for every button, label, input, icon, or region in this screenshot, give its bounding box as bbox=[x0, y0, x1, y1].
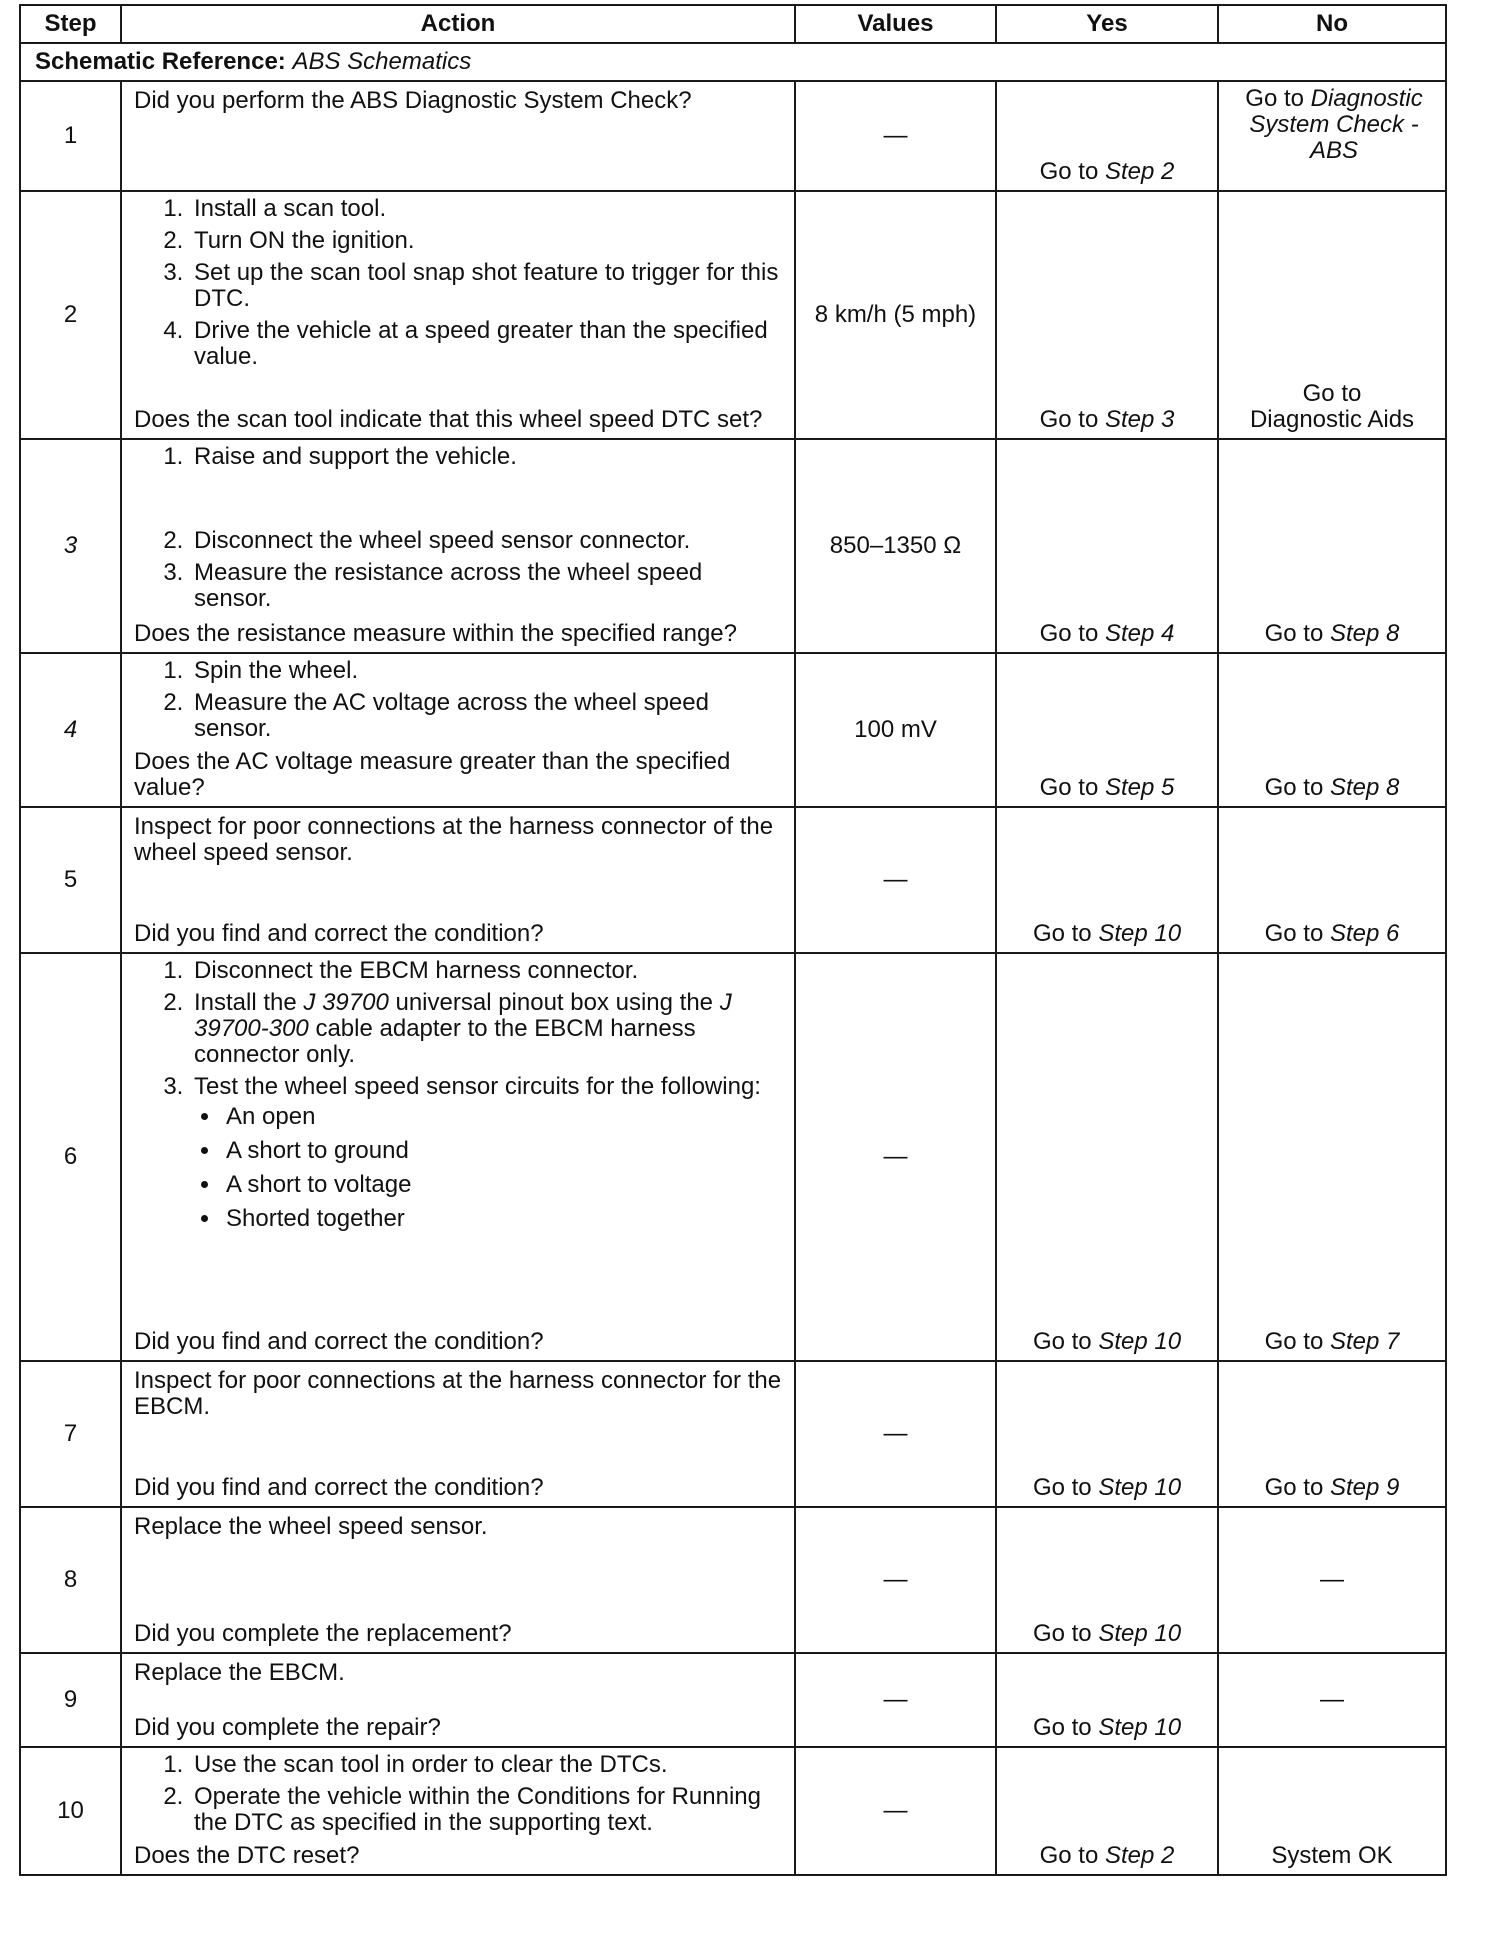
yes-link[interactable]: Step 2 bbox=[1104, 1842, 1175, 1869]
no-link[interactable]: Diagnostic Aids bbox=[1249, 406, 1415, 433]
action-cell bbox=[121, 81, 795, 191]
table-row bbox=[20, 81, 1446, 191]
action-cell bbox=[121, 953, 795, 1361]
yes-cell bbox=[996, 1747, 1218, 1875]
step-number-text: 4 bbox=[63, 716, 78, 743]
action-step: 1. Use the scan tool in order to clear the DTCs. bbox=[190, 1752, 784, 1778]
action-step bbox=[190, 990, 784, 1068]
step-number bbox=[20, 439, 121, 653]
go-to-label: Go to bbox=[1032, 920, 1092, 947]
header-action: Action bbox=[121, 5, 795, 43]
go-to-label: Go to bbox=[1039, 158, 1099, 185]
action-question: Does the DTC reset? bbox=[134, 1842, 360, 1869]
header-values: Values bbox=[795, 5, 996, 43]
step-number: 7 bbox=[20, 1361, 121, 1507]
no-link[interactable]: Step 7 bbox=[1329, 1328, 1400, 1355]
no-link[interactable]: Step 8 bbox=[1329, 620, 1400, 647]
action-question: Did you find and correct the condition? bbox=[134, 1328, 544, 1355]
bullet-item: • An open bbox=[222, 1104, 784, 1130]
table-row bbox=[20, 1747, 1446, 1875]
action-text: Install the bbox=[194, 989, 297, 1016]
table-row bbox=[20, 1507, 1446, 1653]
go-to-label: Go to bbox=[1302, 380, 1362, 407]
action-cell bbox=[121, 439, 795, 653]
no-cell bbox=[1218, 439, 1446, 653]
step-number-text: 3 bbox=[63, 532, 78, 559]
yes-link[interactable]: Step 3 bbox=[1104, 406, 1175, 433]
yes-cell bbox=[996, 807, 1218, 953]
value-cell: 8 km/h (5 mph) bbox=[795, 191, 996, 439]
action-step: 4. Drive the vehicle at a speed greater than the specified value. bbox=[190, 318, 784, 370]
value-cell: — bbox=[795, 807, 996, 953]
yes-link[interactable]: Step 10 bbox=[1098, 1620, 1182, 1647]
action-step: 2. Operate the vehicle within the Conditions for Running the DTC as specified in the supporting text. bbox=[190, 1784, 784, 1836]
yes-link[interactable]: Step 10 bbox=[1098, 920, 1182, 947]
step-number: 6 bbox=[20, 953, 121, 1361]
value-cell: 100 mV bbox=[795, 653, 996, 807]
yes-cell bbox=[996, 1361, 1218, 1507]
action-cell bbox=[121, 191, 795, 439]
yes-cell bbox=[996, 439, 1218, 653]
step-number: 8 bbox=[20, 1507, 121, 1653]
yes-cell bbox=[996, 81, 1218, 191]
yes-link[interactable]: Step 4 bbox=[1104, 620, 1175, 647]
table-row bbox=[20, 439, 1446, 653]
step-number bbox=[20, 653, 121, 807]
schematic-reference bbox=[20, 43, 1446, 81]
table-row bbox=[20, 807, 1446, 953]
table-row bbox=[20, 953, 1446, 1361]
go-to-label: Go to bbox=[1039, 406, 1099, 433]
action-text: Replace the EBCM. bbox=[134, 1659, 345, 1686]
step-number: 1 bbox=[20, 81, 121, 191]
action-step bbox=[190, 1074, 784, 1232]
no-cell bbox=[1218, 807, 1446, 953]
table-row bbox=[20, 1653, 1446, 1747]
yes-cell bbox=[996, 653, 1218, 807]
value-cell: — bbox=[795, 1653, 996, 1747]
step-number: 10 bbox=[20, 1747, 121, 1875]
no-cell bbox=[1218, 81, 1446, 191]
bullet-item: • Shorted together bbox=[222, 1206, 784, 1232]
go-to-label: Go to bbox=[1039, 620, 1099, 647]
value-cell: — bbox=[795, 1747, 996, 1875]
yes-link[interactable]: Step 10 bbox=[1098, 1714, 1182, 1741]
no-cell bbox=[1218, 653, 1446, 807]
table-row bbox=[20, 1361, 1446, 1507]
no-cell bbox=[1218, 953, 1446, 1361]
go-to-label: Go to bbox=[1264, 920, 1324, 947]
step-number: 9 bbox=[20, 1653, 121, 1747]
no-cell bbox=[1218, 1361, 1446, 1507]
value-cell: — bbox=[795, 1361, 996, 1507]
action-step: 2. Measure the AC voltage across the wheel speed sensor. bbox=[190, 690, 784, 742]
yes-cell bbox=[996, 1653, 1218, 1747]
schematic-label: Schematic Reference: bbox=[35, 48, 286, 75]
action-question: Did you complete the repair? bbox=[134, 1714, 441, 1741]
header-yes: Yes bbox=[996, 5, 1218, 43]
go-to-label: Go to bbox=[1264, 620, 1324, 647]
go-to-label: Go to bbox=[1032, 1620, 1092, 1647]
go-to-label: Go to bbox=[1032, 1714, 1092, 1741]
action-cell bbox=[121, 1361, 795, 1507]
no-link[interactable]: Diagnostic System Check - ABS bbox=[1249, 85, 1423, 164]
tool-name: J 39700-300 bbox=[194, 989, 732, 1042]
no-cell bbox=[1218, 191, 1446, 439]
yes-cell bbox=[996, 1507, 1218, 1653]
go-to-label: Go to bbox=[1264, 1328, 1324, 1355]
go-to-label: Go to bbox=[1039, 1842, 1099, 1869]
action-step: 2. Turn ON the ignition. bbox=[190, 228, 784, 254]
no-cell bbox=[1218, 1747, 1446, 1875]
action-text: Test the wheel speed sensor circuits for the following: bbox=[194, 1073, 761, 1100]
action-step: 1. Disconnect the EBCM harness connector. bbox=[190, 958, 784, 984]
action-cell bbox=[121, 653, 795, 807]
value-cell: 850–1350 Ω bbox=[795, 439, 996, 653]
action-cell bbox=[121, 1507, 795, 1653]
action-text: cable adapter to the EBCM harness connector only. bbox=[194, 1015, 696, 1068]
go-to-label: Go to bbox=[1264, 774, 1324, 801]
tool-name: J 39700 bbox=[303, 989, 389, 1016]
action-text: Inspect for poor connections at the harness connector of the wheel speed sensor. bbox=[134, 813, 774, 866]
yes-cell bbox=[996, 953, 1218, 1361]
action-question: Did you find and correct the condition? bbox=[134, 1474, 544, 1501]
action-question: Does the scan tool indicate that this wheel speed DTC set? bbox=[134, 406, 763, 433]
go-to-label: Go to bbox=[1264, 1474, 1324, 1501]
no-cell: — bbox=[1218, 1507, 1446, 1653]
go-to-label: Go to bbox=[1032, 1474, 1092, 1501]
step-number: 2 bbox=[20, 191, 121, 439]
no-link[interactable]: Step 6 bbox=[1329, 920, 1400, 947]
action-cell bbox=[121, 807, 795, 953]
no-cell: — bbox=[1218, 1653, 1446, 1747]
value-cell: — bbox=[795, 953, 996, 1361]
go-to-label: Go to bbox=[1245, 85, 1304, 112]
action-step: 1. Raise and support the vehicle. bbox=[190, 444, 784, 470]
yes-link[interactable]: Step 2 bbox=[1104, 158, 1175, 185]
bullet-item: • A short to voltage bbox=[222, 1172, 784, 1198]
go-to-label: Go to bbox=[1039, 774, 1099, 801]
action-question: Does the AC voltage measure greater than the specified value? bbox=[134, 748, 731, 801]
header-no: No bbox=[1218, 5, 1446, 43]
system-ok-text: System OK bbox=[1271, 1842, 1393, 1869]
header-row bbox=[20, 5, 1446, 43]
diagnostic-table bbox=[19, 4, 1447, 1876]
yes-link[interactable]: Step 10 bbox=[1098, 1328, 1182, 1355]
yes-link[interactable]: Step 10 bbox=[1098, 1474, 1182, 1501]
table-row bbox=[20, 191, 1446, 439]
schematic-link[interactable]: ABS Schematics bbox=[292, 48, 472, 75]
value-cell: — bbox=[795, 81, 996, 191]
action-text: universal pinout box using the bbox=[395, 989, 714, 1016]
yes-cell bbox=[996, 191, 1218, 439]
value-cell: — bbox=[795, 1507, 996, 1653]
action-question: Does the resistance measure within the specified range? bbox=[134, 620, 737, 647]
action-step: 3. Measure the resistance across the wheel speed sensor. bbox=[190, 560, 784, 612]
table-row bbox=[20, 653, 1446, 807]
action-cell bbox=[121, 1747, 795, 1875]
action-text: Replace the wheel speed sensor. bbox=[134, 1513, 488, 1540]
action-text: Did you perform the ABS Diagnostic System Check? bbox=[134, 87, 692, 114]
action-step: 1. Spin the wheel. bbox=[190, 658, 784, 684]
no-link[interactable]: Step 9 bbox=[1329, 1474, 1400, 1501]
action-step: 2. Disconnect the wheel speed sensor connector. bbox=[190, 528, 784, 554]
action-step: 1. Install a scan tool. bbox=[190, 196, 784, 222]
no-link[interactable]: Step 8 bbox=[1329, 774, 1400, 801]
action-question: Did you complete the replacement? bbox=[134, 1620, 512, 1647]
bullet-item: • A short to ground bbox=[222, 1138, 784, 1164]
action-cell bbox=[121, 1653, 795, 1747]
step-number: 5 bbox=[20, 807, 121, 953]
yes-link[interactable]: Step 5 bbox=[1104, 774, 1175, 801]
action-text: Inspect for poor connections at the harness connector for the EBCM. bbox=[134, 1367, 782, 1420]
action-question: Did you find and correct the condition? bbox=[134, 920, 544, 947]
header-step: Step bbox=[20, 5, 121, 43]
go-to-label: Go to bbox=[1032, 1328, 1092, 1355]
schematic-reference-row bbox=[20, 43, 1446, 81]
action-step: 3. Set up the scan tool snap shot feature to trigger for this DTC. bbox=[190, 260, 784, 312]
